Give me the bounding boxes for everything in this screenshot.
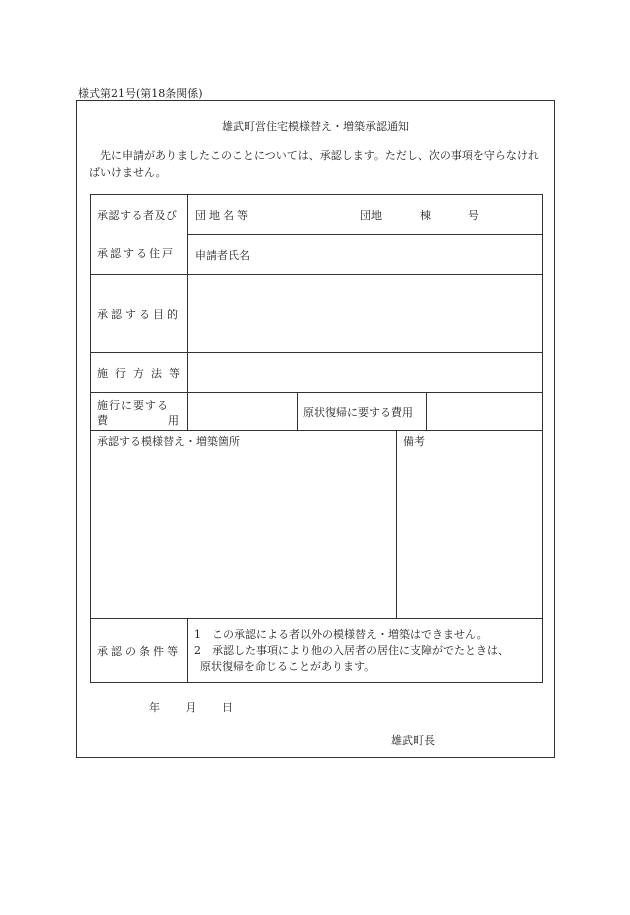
intro-text: 先に申請がありましたこのことについては、承認します。ただし、次の事項を守らなければいけません。 xyxy=(89,149,539,179)
method-field xyxy=(188,353,543,393)
remarks-label: 備考 xyxy=(403,435,425,448)
year-label: 年 xyxy=(149,701,160,714)
conditions-label: 承認の条件等 xyxy=(91,619,188,683)
conditions-cell xyxy=(188,619,543,683)
method-label: 施行方法等 xyxy=(91,353,188,393)
approved-person-label-1: 承認する者及び xyxy=(97,208,178,222)
form-number: 様式第21号(第18条関係) xyxy=(78,87,203,100)
housing-name-label: 団地名等 xyxy=(195,209,251,222)
cost-label-cell xyxy=(91,393,188,431)
cost-label-2 xyxy=(97,413,187,428)
applicant-name-label: 申請者氏名 xyxy=(195,248,250,262)
approved-person-label-cell xyxy=(91,195,188,275)
danchi-label: 団地 xyxy=(360,209,382,222)
cost-label-2b: 用 xyxy=(168,413,181,427)
mayor-signature-label: 雄武町長 xyxy=(391,734,435,747)
applicant-name-cell xyxy=(188,235,543,275)
condition-1: 1 この承認による者以外の模様替え・増築はできません。 xyxy=(194,627,488,641)
document-title: 雄武町営住宅模様替え・増築承認通知 xyxy=(222,120,409,133)
condition-2b: 原状復帰を命じることがあります。 xyxy=(200,659,376,673)
location-cell xyxy=(91,431,397,619)
restore-cost-field xyxy=(427,393,543,431)
building-label: 棟 xyxy=(420,209,431,222)
purpose-field xyxy=(188,275,543,353)
cost-label-2a: 費 xyxy=(97,413,110,427)
day-label: 日 xyxy=(222,701,233,714)
restore-cost-label: 原状復帰に要する費用 xyxy=(298,393,427,431)
approval-table xyxy=(90,194,543,683)
month-label: 月 xyxy=(185,701,197,714)
purpose-label: 承認する目的 xyxy=(91,275,188,353)
cost-label-1: 施行に要する xyxy=(97,398,169,412)
date-line xyxy=(149,699,255,715)
number-label: 号 xyxy=(468,209,479,222)
notice-frame xyxy=(76,100,555,758)
approved-person-label-2: 承認する住戸 xyxy=(97,246,175,260)
condition-2a: 2 承認した事項により他の入居者の居住に支障がでたときは、 xyxy=(194,643,509,657)
location-label: 承認する模様替え・増築箇所 xyxy=(97,435,240,448)
cost-field xyxy=(188,393,298,431)
housing-name-cell xyxy=(188,195,543,235)
remarks-cell xyxy=(397,431,543,619)
